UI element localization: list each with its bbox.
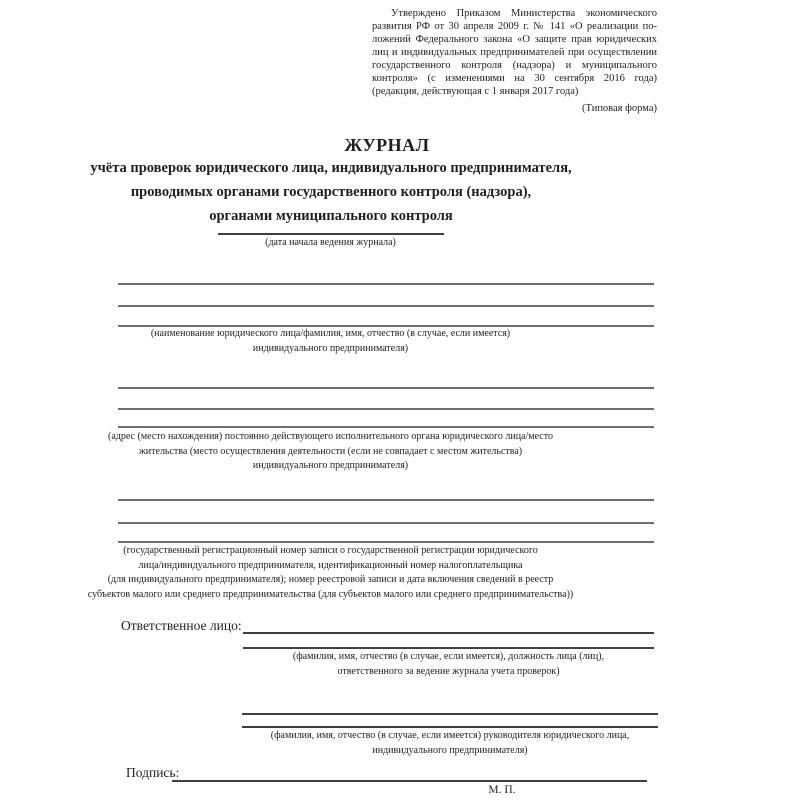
entity-name-caption [30,327,631,356]
entity-address-blank-line [118,387,654,389]
approval-note-line: Утверждено Приказом Министерства экономического [391,8,657,19]
signature-label: Подпись: [126,765,180,780]
date-start-caption [30,236,631,251]
responsible-person-caption-line: ответственного за ведение журнала учета проверок) [337,665,560,677]
responsible-person-label: Ответственное лицо: [121,618,242,633]
signature-blank-line [172,780,647,782]
approval-note [372,7,657,98]
registration-number-blank-line [118,541,654,543]
head-of-entity-caption-line: (фамилия, имя, отчество (в случае, если имеется) руководителя юридического лица, [270,730,630,741]
registration-number-blank-line [118,499,654,501]
registration-number-caption-line: (для индивидуального предпринимателя); номер реестровой записи и дата включения сведений в реестр [107,574,554,585]
entity-name-caption-line: (наименование юридического лица/фамилия, имя, отчество (в случае, если имеется) [150,328,511,339]
journal-subtitle-line: органами муниципального контроля [209,208,453,224]
entity-name-caption-line: индивидуального предпринимателя) [252,342,409,354]
journal-subtitle-line: учёта проверок юридического лица, индивидуального предпринимателя, [90,160,572,176]
registration-number-caption [30,544,631,602]
responsible-person-caption [243,650,654,679]
approval-note-line: государственного контроля (надзора) и муниципального [372,60,657,71]
responsible-person-caption-line: (фамилия, имя, отчество (в случае, если имеется), должность лица (лиц), [292,651,605,662]
entity-address-blank-line [118,426,654,428]
entity-address-caption-line: индивидуального предпринимателя) [252,460,409,471]
journal-title: ЖУРНАЛ [344,135,430,155]
responsible-person-blank-line [243,647,654,649]
registration-number-caption-line: субъектов малого или среднего предпринимательства (для субъектов малого или среднего предпринимательства)) [87,588,574,600]
date-start-blank-line [218,233,444,235]
head-of-entity-caption [242,729,658,758]
entity-name-blank-line [118,283,654,285]
entity-address-caption-line: (адрес (место нахождения) постоянно действующего исполнительного органа юридического лица/место [108,431,553,442]
approval-note-line: развития РФ от 30 апреля 2009 г. № 141 «О реализации по- [372,21,657,32]
registration-number-caption-line: лица/индивидуального предпринимателя, идентификационный номер налогоплательщика [138,559,523,571]
entity-name-blank-line [118,305,654,307]
head-of-entity-caption-line: индивидуального предпринимателя) [372,744,528,756]
approval-note-line: ложений Федерального закона «О защите прав юридических [372,34,657,45]
head-of-entity-blank-line [242,726,658,728]
head-of-entity-blank-line [242,713,658,715]
entity-address-blank-line [118,408,654,410]
form-type-note: (Типовая форма) [582,103,657,114]
entity-address-caption-line: жительства (место осуществления деятельности (если не совпадает с местом жительства) [138,445,523,457]
entity-address-caption [30,430,631,474]
responsible-person-blank-line [243,632,654,634]
approval-note-line: (редакция, действующая с 1 января 2017 года) [372,86,579,97]
journal-subtitle-line: проводимых органами государственного контроля (надзора), [130,184,532,200]
date-start-caption-line: (дата начала ведения журнала) [265,237,396,248]
registration-number-caption-line: (государственный регистрационный номер записи о государственной регистрации юридического [123,545,538,556]
approval-note-line: лиц и индивидуальных предпринимателей при осуществлении [372,47,657,58]
registration-number-blank-line [118,522,654,524]
approval-note-line: контроля» (с изменениями на 30 сентября 2016 года) [372,73,657,84]
seal-mark: М. П. [488,784,516,796]
journal-subtitle [31,156,631,228]
